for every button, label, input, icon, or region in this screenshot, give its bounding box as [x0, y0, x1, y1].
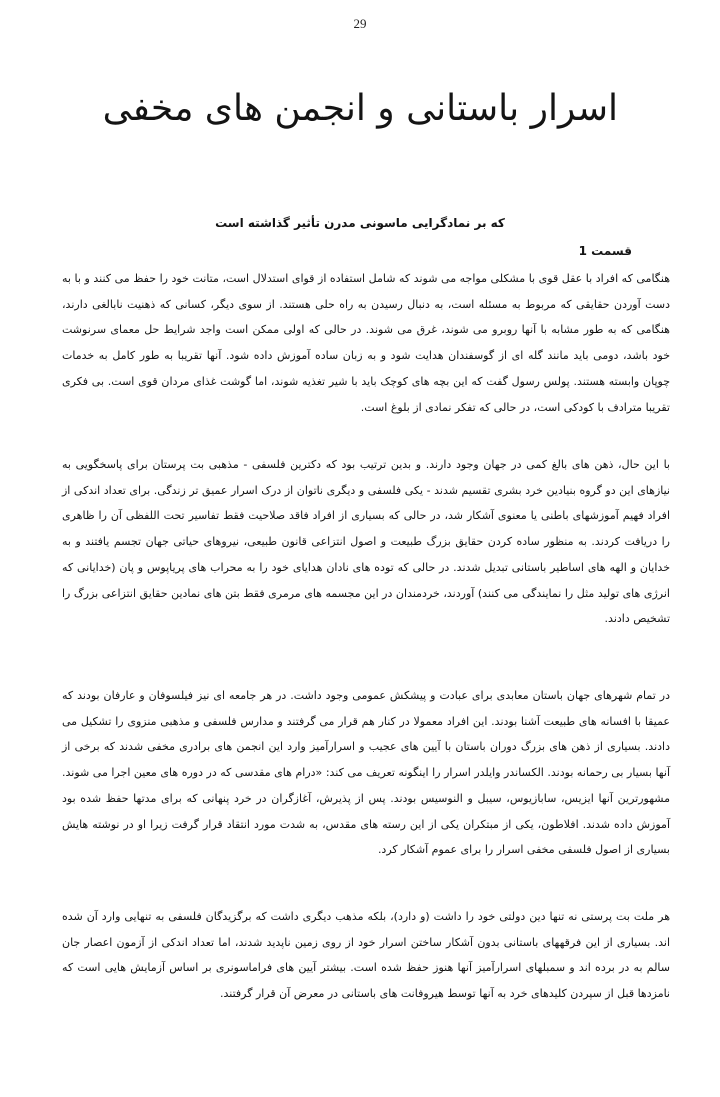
body-paragraph-2: با این حال، ذهن های بالغ کمی در جهان وجود دارند. و بدین ترتیب بود که دکترین فلسفی - مذهبی بت پرستان برای پاسخگویی به نیازهای این دو گروه بنیادین خرد بشری تقسیم شدند - یکی فلسفی و دیگری ناتوان از درک اسرار عمیق تر زندگی. برای تعداد اندکی از افراد فهیم آموزشهای باطنی یا معنوی آشکار شد، در حالی که بسیاری از افراد فاقد صلاحیت فقط تفاسیر تحت اللفظی آن را ظاهری را دریافت کردند. به منظور ساده کردن حقایق بزرگ طبیعت و اصول انتزاعی قانون طبیعی، نیروهای حیاتی جهان تجسم یافتند و به خدایان و الهه های اساطیر باستانی تبدیل شدند. در حالی که توده های نادان هدایای خود را به محراب های پریاپوس و پان (خدایانی که انرژی های تولید مثل را نمایندگی می کنند) آوردند، خردمندان در این مجسمه های مرمری فقط بتن های نمادین حقایق انتزاعی بزرگ را تشخیص دادند.: [62, 458, 670, 626]
chapter-subtitle: که بر نمادگرایی ماسونی مدرن تأثیر گذاشته است: [215, 216, 505, 230]
section-label: قسمت 1: [578, 244, 632, 258]
body-paragraph-1: هنگامی که افراد با عقل قوی با مشکلی مواجه می شوند که شامل استفاده از قوای استدلال است، متانت خود را حفظ می کنند و با به دست آوردن حقایقی که مربوط به مسئله است، به دنبال رسیدن به راه حلی هستند. از سوی دیگر، کسانی که ذهنیت نابالغی دارند، هنگامی که به طور مشابه با آنها روبرو می شوند، غرق می شوند. در حالی که اولی ممکن است واجد شرایط حل معمای سرنوشت خود باشد، دومی باید مانند گله ای از گوسفندان هدایت شود و به زبان ساده آموزش داده شود. آنها تقریبا به طور کامل به خدمات چوپان وابسته هستند. پولس رسول گفت که این بچه های کوچک باید با شیر تغذیه شوند، اما گوشت غذای مردان قوی است. بی فکری تقریبا مترادف با کودکی است، در حالی که تفکر نمادی از بلوغ است.: [62, 272, 670, 414]
body-paragraph-3: در تمام شهرهای جهان باستان معابدی برای عبادت و پیشکش عمومی وجود داشت. در هر جامعه ای نیز فیلسوفان و عارفان بودند که عمیقا با افسانه های طبیعت آشنا بودند. این افراد معمولا در کنار هم قرار می گرفتند و مدارس فلسفی و مذهبی منزوی را تشکیل می دادند. بسیاری از ذهن های بزرگ دوران باستان با آیین های عجیب و اسرارآمیز وارد این انجمن های برادری مخفی شدند که برخی از آنها بسیار بی رحمانه بودند. الکساندر وایلدر اسرار را اینگونه تعریف می کند: «درام های مقدسی که در دوره های معین اجرا می شوند. مشهورترین آنها ایزیس، سابازیوس، سیبل و النوسیس بودند. پس از پذیرش، آغازگران در خرد پنهانی که برای مدتها حفظ شده بود آموزش داده شدند. افلاطون، یکی از مبتکران یکی از این رسته های مقدس، به شدت مورد انتقاد قرار گرفت زیرا او در نوشته هایش بسیاری از اصول فلسفی مخفی اسرار را برای عموم آشکار کرد.: [62, 689, 670, 857]
body-paragraph-4: هر ملت بت پرستی نه تنها دین دولتی خود را داشت (و دارد)، بلکه مذهب دیگری داشت که برگزیدگان فلسفی به تنهایی وارد آن شده اند. بسیاری از این فرقههای باستانی بدون آشکار ساختن اسرار خود از روی زمین ناپدید شدند، اما تعداد اندکی از آزمون اعصار جان سالم به در برده اند و سمبلهای اسرارآمیز آنها هنوز حفظ شده است. بیشتر آیین های فراماسونری بر اساس آزمایش هایی است که نامزدها قبل از سپردن کلیدهای خرد به آنها توسط هیروفانت های باستانی در معرض آن قرار گرفتند.: [62, 910, 670, 1001]
page-number: 29: [353, 16, 367, 31]
chapter-title: اسرار باستانی و انجمن های مخفی: [102, 88, 618, 129]
